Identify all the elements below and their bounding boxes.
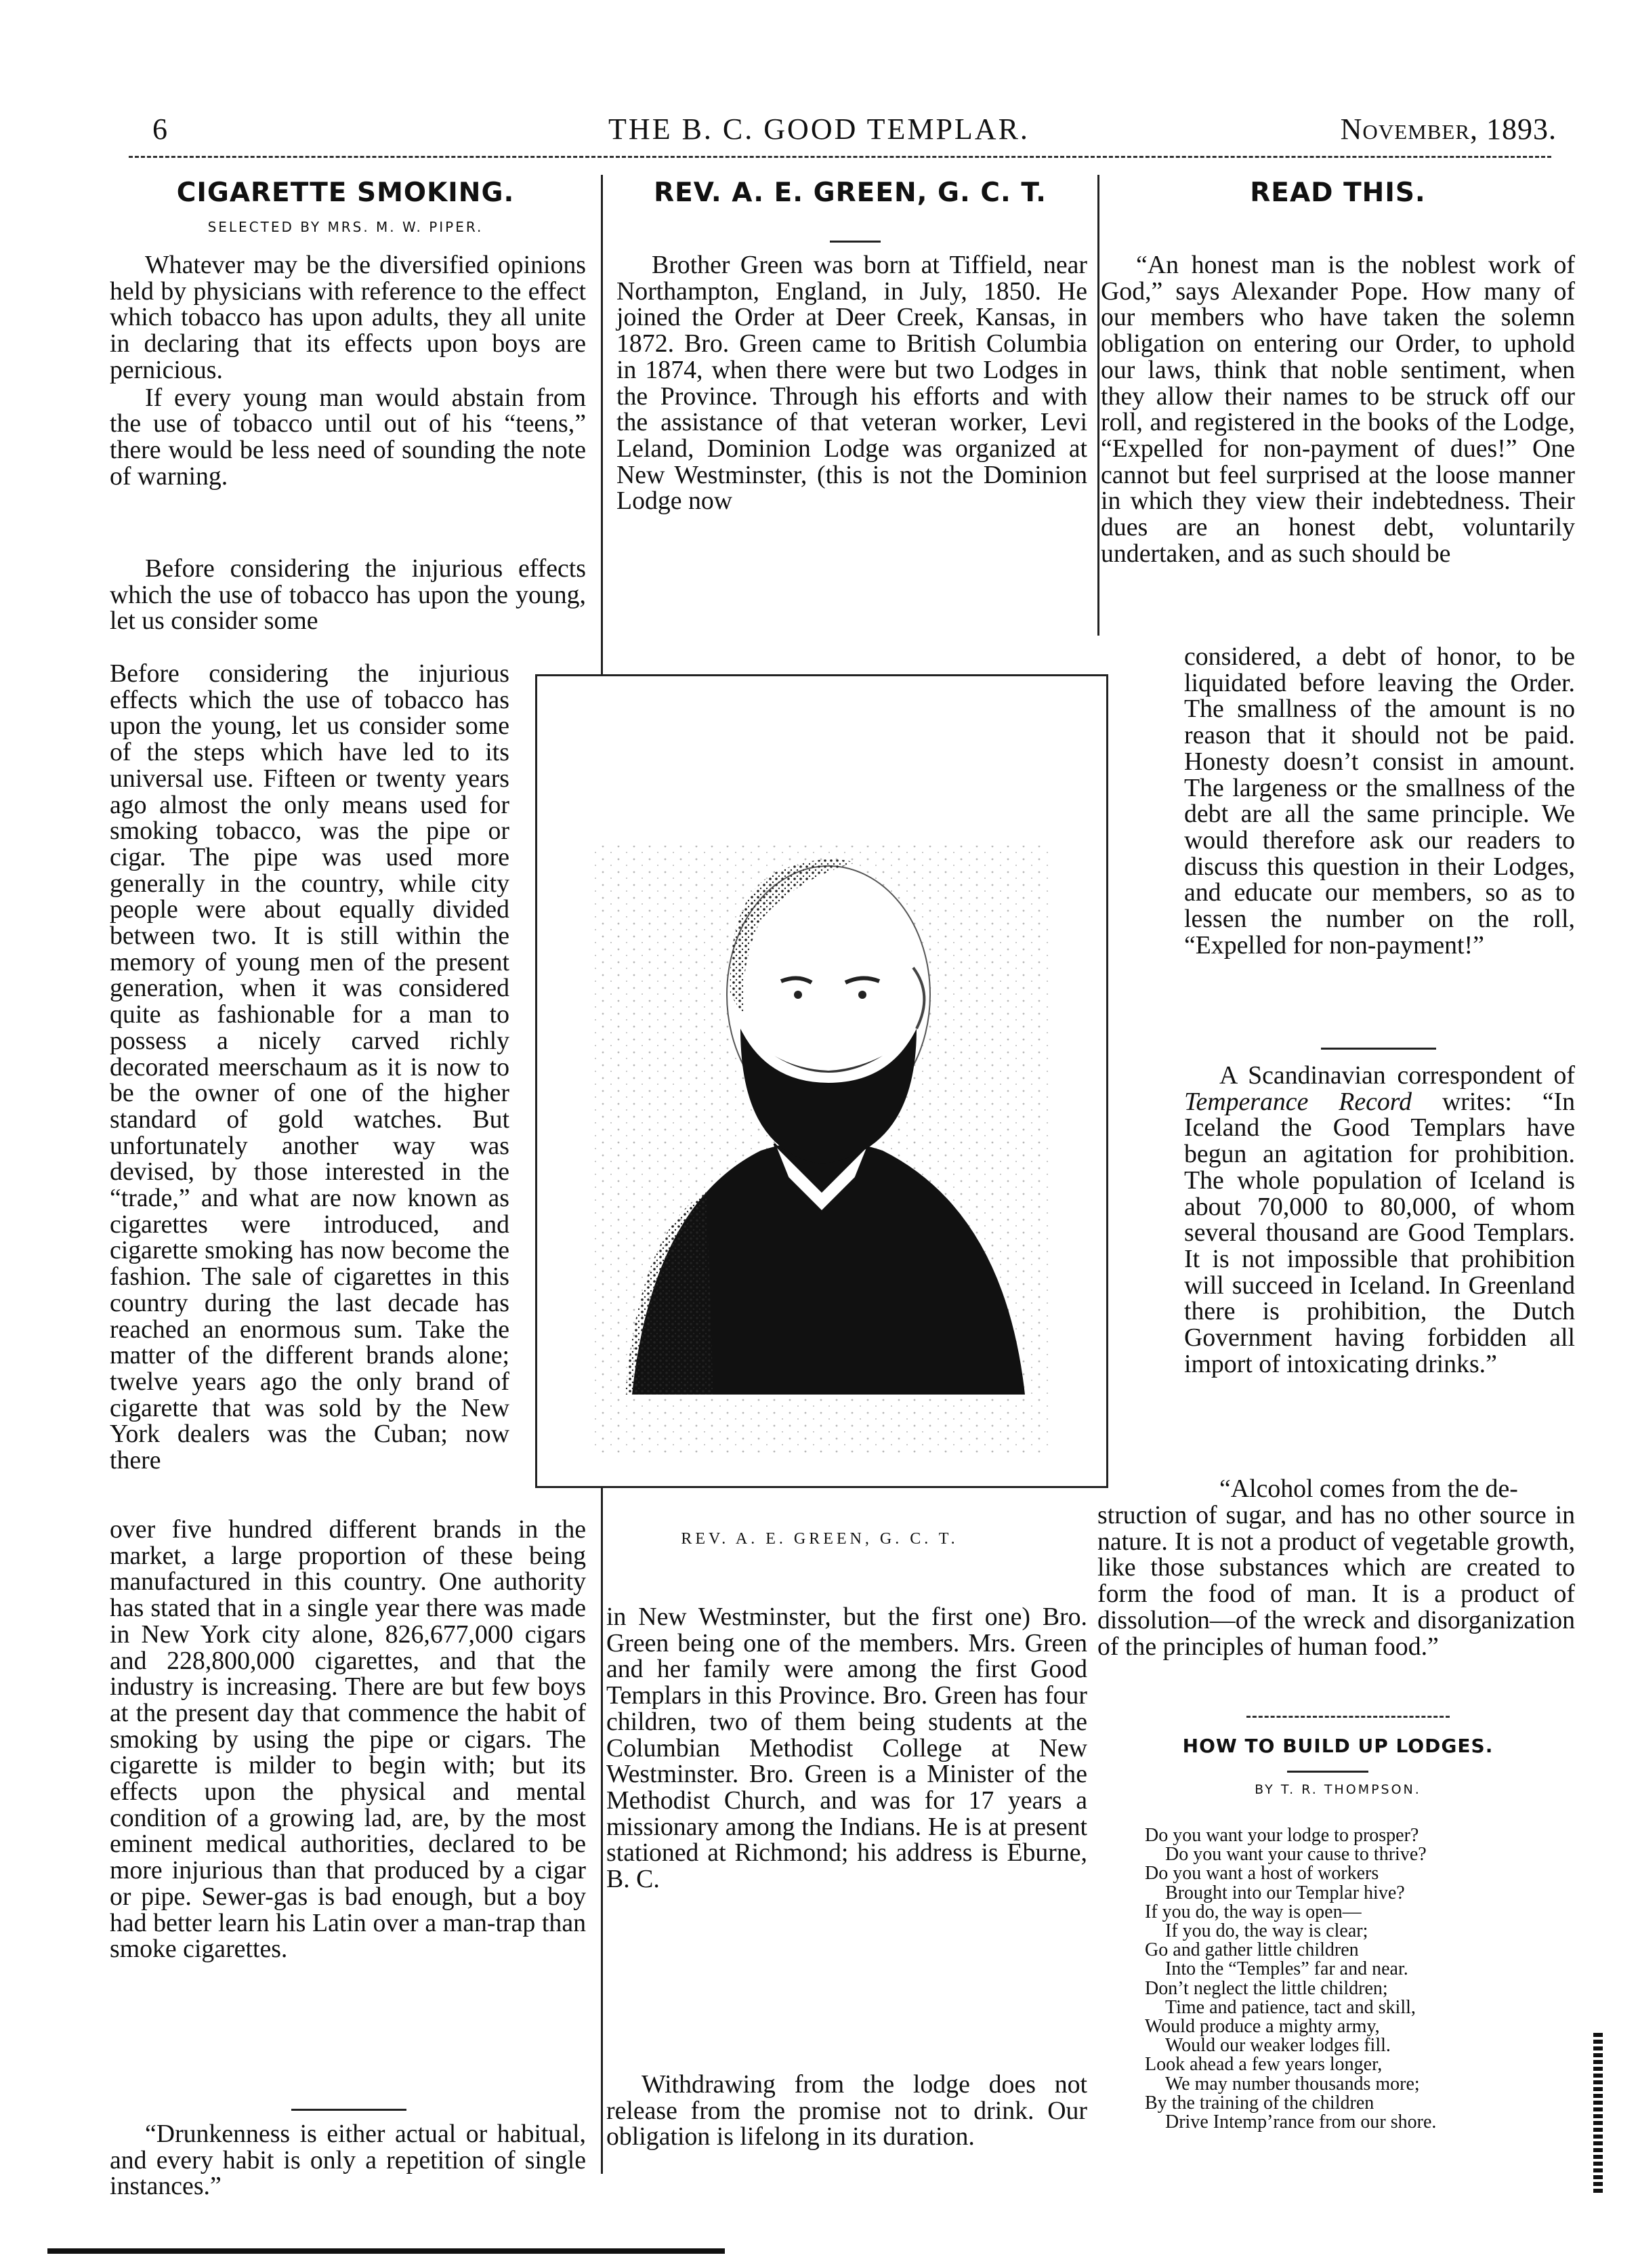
poem-line: Brought into our Templar hive? — [1165, 1882, 1405, 1903]
withdrawing-para: Withdrawing from the lodge does not release from the promise not to drink. Our obligation is lifelong in its duration. — [606, 2070, 1087, 2151]
cigarette-para-3-cont: over five hundred different brands in the market, a large proportion of these being manufactured in this country. One authority has stated that in a single year there was made in New York city alone, 826,677,000 cigars and 228,800,000 cigarettes, and that the industry is increasing. There are but few boys at the present day that commence the habit of smoking by using the pipe or cigars. The cigarette is milder to begin with; but its effects upon the physical and mental condition of a growing lad, are, by the most eminent medical authorities, declared to be more injurious than that produced by a cigar or pipe. Sewer-gas is bad enough, but a boy had better learn his Latin over a man-trap than smoke cigarettes. — [110, 1515, 586, 1964]
cigarette-para-2: If every young man would abstain from the use of tobacco until out of his “teens,” there would be less need of sounding the note of warning. — [110, 383, 586, 491]
read-this-para-1-cont: considered, a debt of honor, to be liquidated before leaving the Order. The smallness of the amount is no reason that it should not be paid. Honesty doesn’t consist in amount. The largeness or the smallness of the debt are all the same principle. We would therefore ask our readers to discuss this question in their Lodges, and educate our members, so as to lessen the number on the roll, “Expelled for non-payment!” — [1184, 642, 1575, 960]
poem-line: If you do, the way is open— — [1145, 1901, 1362, 1922]
iceland-text-b: writes: “In Iceland the Good Templars have begun an agitation for prohibition. The whole population of Iceland is about 70,000 to 80,000, of whom several thousand are Good Templars. It is not impossible that prohibition will succeed in Iceland. In Greenland there is prohibition, the Dutch Government having forbidden all import of intoxicating drinks.” — [1184, 1087, 1575, 1378]
poem-line: Do you want a host of workers — [1145, 1863, 1379, 1884]
read-this-title: READ THIS. — [1250, 178, 1426, 208]
separator-rule — [1246, 1716, 1450, 1718]
poem-line: Drive Intemp’rance from our shore. — [1165, 2111, 1437, 2133]
portrait-photo — [535, 674, 1108, 1488]
poem-line: If you do, the way is clear; — [1165, 1920, 1368, 1942]
poem-line: Would our weaker lodges fill. — [1165, 2035, 1391, 2057]
drunkenness-quote: “Drunkenness is either actual or habitual, and every habit is only a repetition of single instances.” — [110, 2120, 586, 2201]
alcohol-para-head: “Alcohol comes from the de- — [1219, 1475, 1518, 1503]
poem-line: Don’t neglect the little children; — [1145, 1977, 1388, 1999]
cigarette-byline: SELECTED BY MRS. M. W. PIPER. — [207, 219, 484, 235]
alcohol-para: struction of sugar, and has no other source in nature. It is not a product of vegetable growth, like those substances which are created to form the food of man. It is a product of dissolution—of the wreck and disorganization of the principles of human food.” — [1097, 1501, 1575, 1661]
header-rule — [129, 156, 1551, 158]
cigarette-para-1: Whatever may be the diversified opinions held by physicians with reference to the effect which tobacco has upon adults, they all unite in declaring that its effects upon boys are pernicious. — [110, 251, 586, 384]
page-number: 6 — [152, 112, 168, 146]
cigarette-article-top — [110, 252, 586, 489]
iceland-para — [1184, 1063, 1575, 1377]
portrait-caption: REV. A. E. GREEN, G. C. T. — [681, 1530, 959, 1548]
issue-date: November, 1893. — [1340, 112, 1557, 146]
cigarette-para-3-head: Before considering the injurious effects which the use of tobacco has upon the young, let us consider some — [110, 556, 586, 636]
poem-line: Into the “Temples” far and near. — [1165, 1958, 1408, 1980]
poem-line: Go and gather little children — [1145, 1939, 1359, 1961]
cigarette-title: CIGARETTE SMOKING. — [176, 178, 515, 208]
poem-line: Do you want your cause to thrive? — [1165, 1844, 1427, 1865]
poem — [1145, 1826, 1565, 2132]
temperance-record-title: Temperance Record — [1184, 1087, 1412, 1116]
green-para-1: Brother Green was born at Tiffield, near Northampton, England, in July, 1850. He joined the Order at Deer Creek, Kansas, in 1872. Bro. Green came to British Columbia in 1874, when there were but two Lodges in the Province. Through his efforts and with the assistance of that veteran worker, Levi Leland, Dominion Lodge was organized at New Westminster, (this is not the Dominion Lodge now — [616, 251, 1087, 516]
cigarette-para-3: Before considering the injurious effects which the use of tobacco has upon the young, let us consider some of the steps which have led to its universal use. Fifteen or twenty years ago almost the only means used for smoking tobacco, was the pipe or cigar. The pipe was used more generally in the country, while city people were about equally divided between two. It is still within the memory of young men of the present generation, when it was considered quite as fashionable for a man to possess a nicely carved richly decorated meerschaum as it is now to be the owner of one of the higher standard of gold watches. But unfortunately another way was devised, by those interested in the “trade,” and what are now known as cigarettes were introduced, and cigarette smoking has now become the fashion. The sale of cigarettes in this country during the last decade has reached an enormous sum. Take the matter of the different brands alone; twelve years ago the only brand of cigarette that was sold by the New York dealers was the Cuban; now there — [110, 661, 509, 1475]
separator-rule — [291, 2109, 406, 2111]
scan-edge-right — [1593, 2033, 1603, 2195]
scan-edge — [47, 2248, 725, 2254]
poem-line: Would produce a mighty army, — [1145, 2016, 1380, 2038]
portrait-illustration — [537, 676, 1106, 1486]
green-title: REV. A. E. GREEN, G. C. T. — [654, 178, 1047, 208]
poem-line: We may number thousands more; — [1165, 2073, 1420, 2095]
iceland-text-a: A Scandinavian correspondent of — [1219, 1061, 1575, 1090]
column-divider-right — [1097, 175, 1099, 636]
poem-line: By the training of the children — [1145, 2092, 1374, 2114]
poem-title-rule — [1287, 1771, 1368, 1773]
poem-line: Do you want your lodge to prosper? — [1145, 1825, 1419, 1846]
green-para-2: in New Westminster, but the first one) Bro. Green being one of the members. Mrs. Green and her family were among the first Good Templars in this Province. Bro. Green has four children, two of them being students at the Columbian Methodist College at New Westminster. Bro. Green is a Minister of the Methodist Church, and was for 17 years a missionary among the Indians. He is at present stationed at Richmond; his address is Eburne, B. C. — [606, 1603, 1087, 1894]
read-this-para-1: “An honest man is the noblest work of God,” says Alexander Pope. How many of our members who have taken the solemn obligation on entering our Order, to uphold our laws, think that noble sentiment, when they allow their names to be struck off our roll, and registered in the books of the Lodge, “Expelled for non-payment of dues!” One cannot but feel surprised at the loose manner in which they view their indebtedness. Their dues are an honest debt, voluntarily undertaken, and as such should be — [1101, 251, 1575, 568]
masthead: THE B. C. GOOD TEMPLAR. — [608, 112, 1030, 146]
poem-line: Look ahead a few years longer, — [1145, 2054, 1383, 2076]
poem-byline: BY T. R. THOMPSON. — [1255, 1782, 1421, 1797]
green-title-rule — [830, 241, 881, 243]
poem-title: HOW TO BUILD UP LODGES. — [1182, 1735, 1494, 1757]
separator-rule — [1321, 1048, 1436, 1050]
poem-line: Time and patience, tact and skill, — [1165, 1996, 1416, 2018]
